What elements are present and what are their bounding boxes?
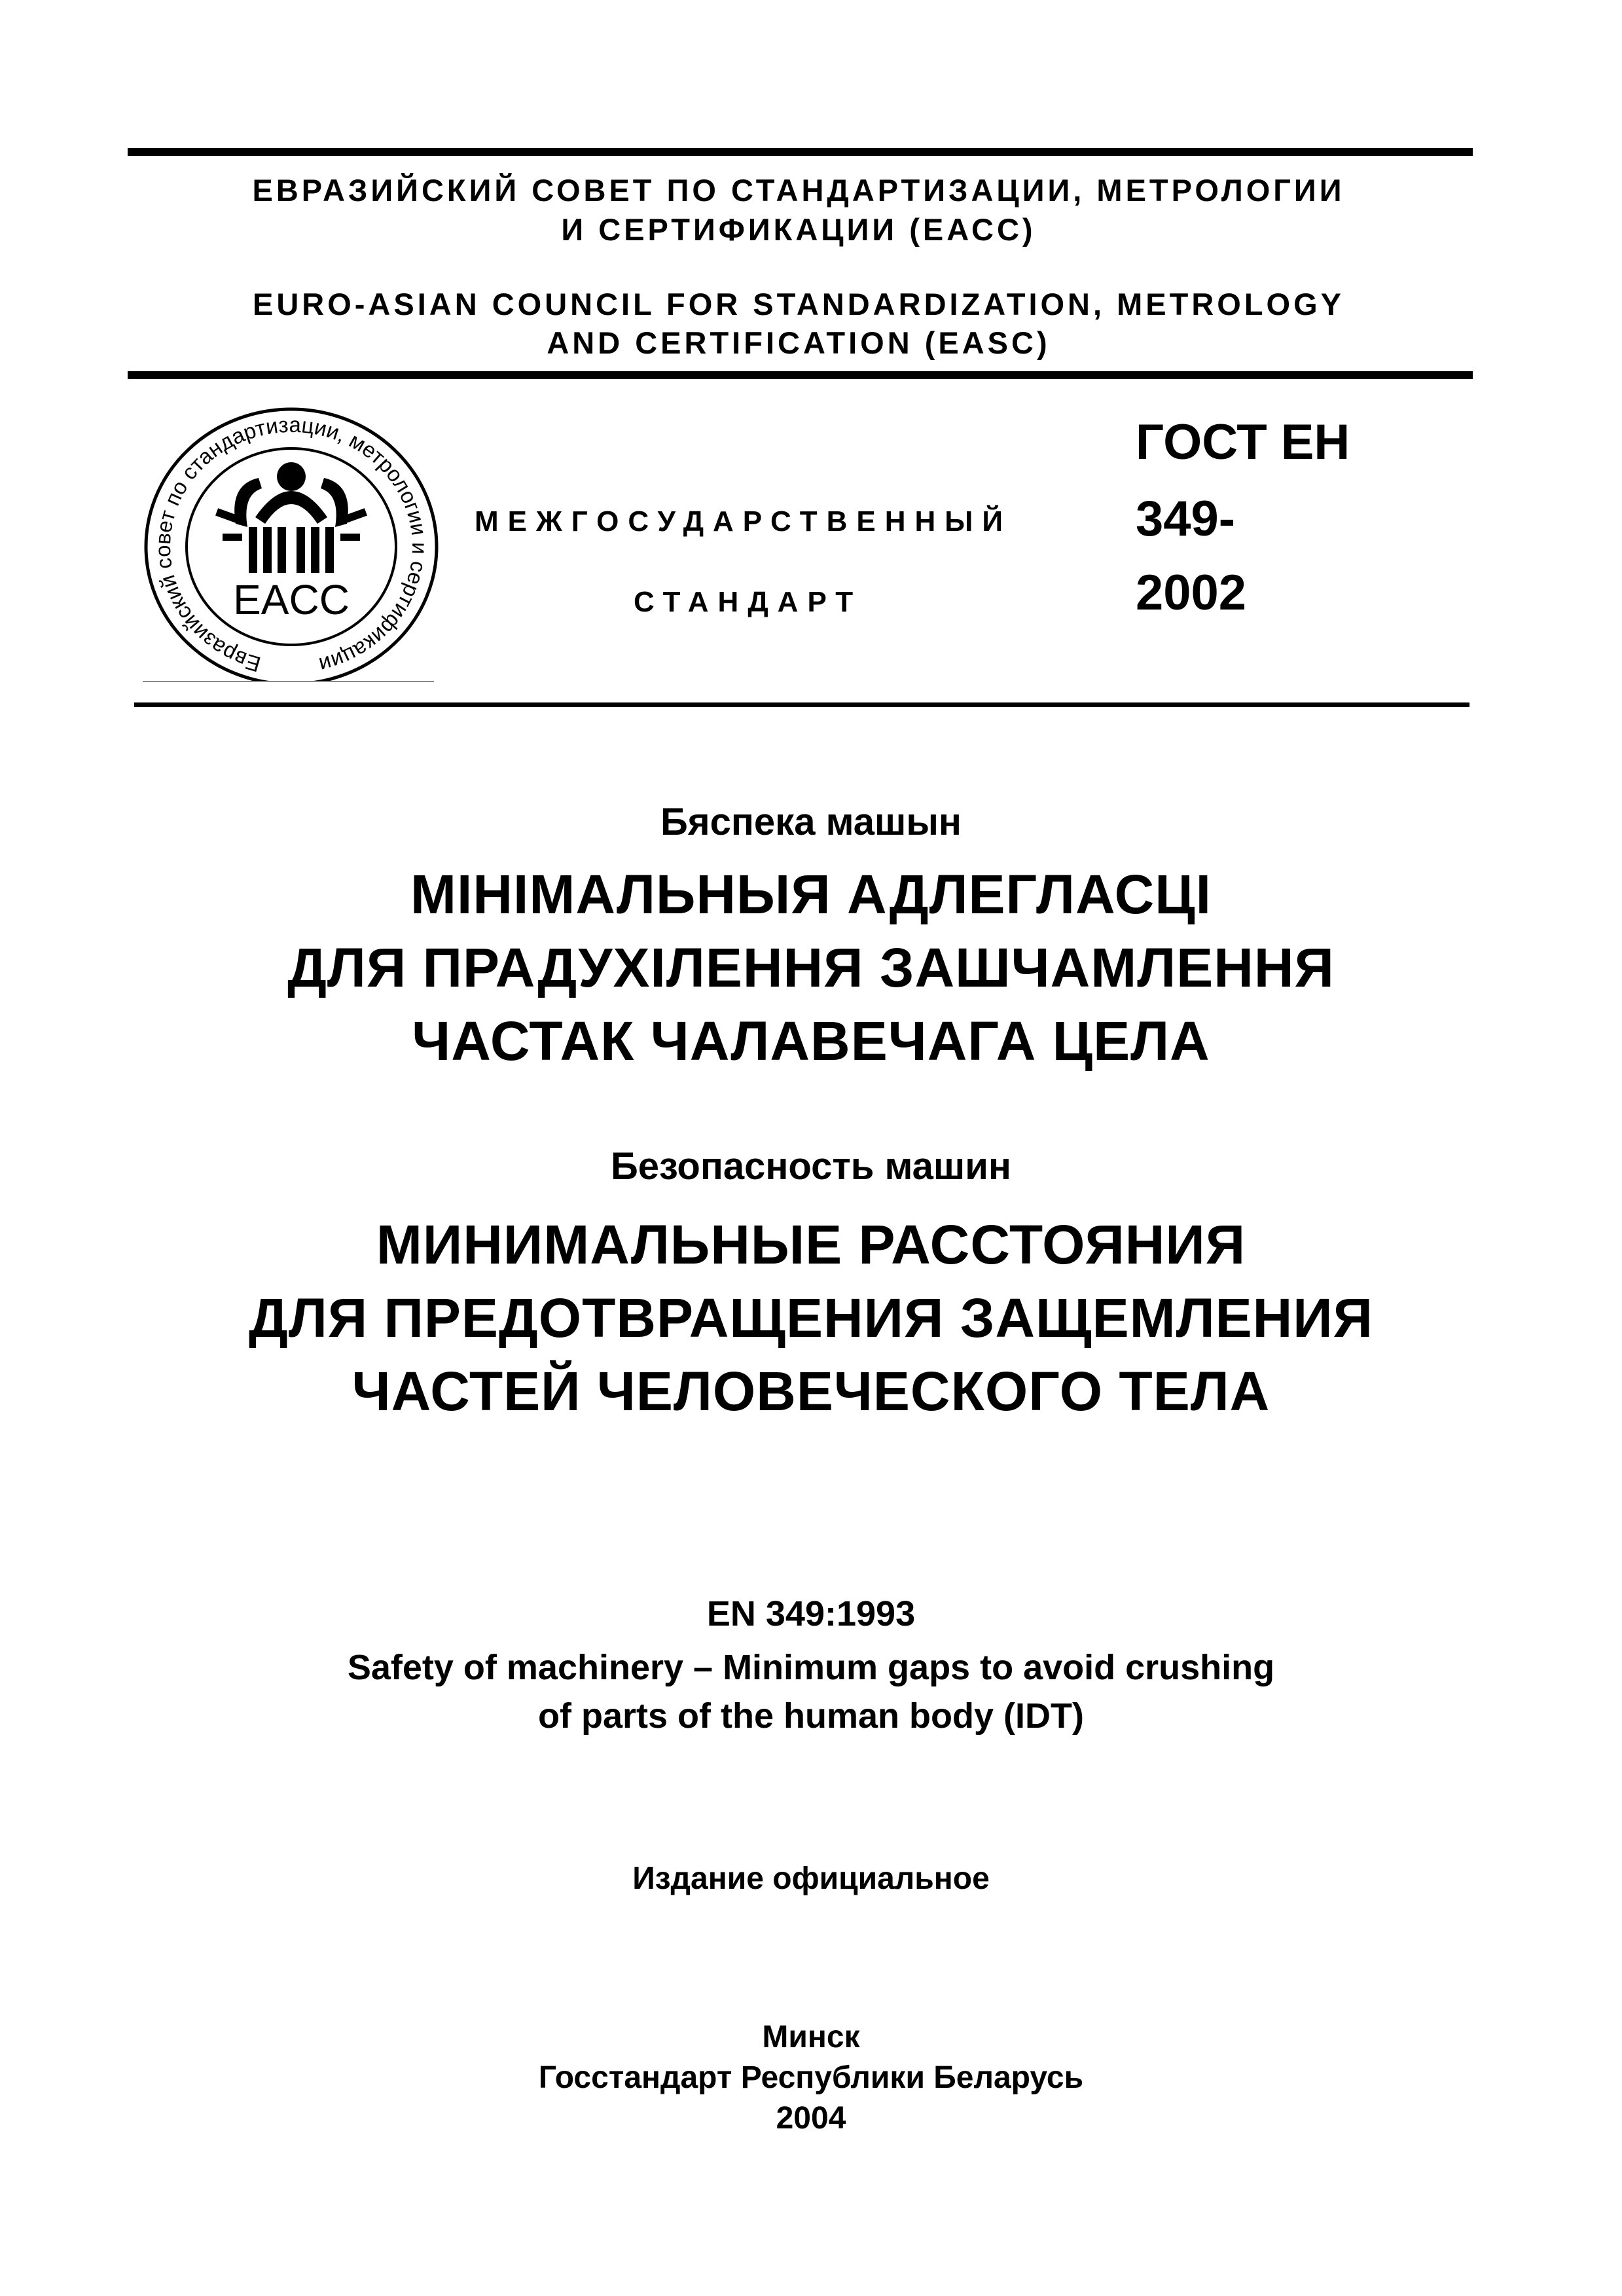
title-by-subtitle: Бяспека машын (660, 801, 962, 843)
imprint-publisher: Госстандарт Республики Беларусь (538, 2060, 1084, 2095)
seal-abbreviation: EACC (233, 576, 350, 623)
title-by-line1: МІНІМАЛЬНЫЯ АДЛЕГЛАСЦІ (410, 864, 1212, 925)
title-ru-line3: ЧАСТЕЙ ЧЕЛОВЕЧЕСКОГО ТЕЛА (351, 1360, 1271, 1422)
gost-number-line3: 2002 (1136, 565, 1247, 621)
imprint-city: Минск (762, 2020, 860, 2054)
en-reference-title-line2: of parts of the human body (IDT) (538, 1696, 1084, 1736)
title-ru-line2: ДЛЯ ПРЕДОТВРАЩЕНИЯ ЗАЩЕМЛЕНИЯ (248, 1287, 1374, 1349)
gost-number-line2: 349- (1136, 491, 1236, 547)
en-reference-title-line1: Safety of machinery – Minimum gaps to avoid crushing (347, 1648, 1275, 1687)
en-reference-code: EN 349:1993 (706, 1594, 916, 1633)
header-rule (128, 371, 1473, 379)
designation-rule (134, 702, 1469, 707)
imprint-year: 2004 (776, 2101, 846, 2136)
seal-ring-text: Евразийский совет по стандартизации, метрологии и сертификации (150, 412, 433, 678)
seal-underline (143, 681, 434, 682)
title-by-line3: ЧАСТАК ЧАЛАВЕЧАГА ЦЕЛА (412, 1010, 1210, 1072)
standard-type-line2: СТАНДАРТ (634, 586, 863, 618)
title-ru-subtitle: Безопасность машин (611, 1145, 1011, 1188)
council-name-en-line1: EURO-ASIAN COUNCIL FOR STANDARDIZATION, METROLOGY (252, 287, 1344, 321)
title-by-line2: ДЛЯ ПРАДУХІЛЕННЯ ЗАШЧАМЛЕННЯ (287, 937, 1335, 998)
gost-number-line1: ГОСТ ЕН (1136, 414, 1350, 470)
svg-text:Евразийский совет по стандарти (151, 412, 432, 678)
edition-label: Издание официальное (632, 1861, 990, 1896)
eacc-seal-logo (137, 393, 445, 681)
council-name-en-line2: AND CERTIFICATION (EASC) (547, 325, 1051, 360)
top-rule (128, 148, 1473, 156)
council-name-ru-line1: ЕВРАЗИЙСКИЙ СОВЕТ ПО СТАНДАРТИЗАЦИИ, МЕТРОЛОГИИ (252, 173, 1345, 208)
standard-type-line1: МЕЖГОСУДАРСТВЕННЫЙ (475, 505, 1012, 538)
title-ru-line1: МИНИМАЛЬНЫЕ РАССТОЯНИЯ (376, 1214, 1246, 1275)
council-name-ru-line2: И СЕРТИФИКАЦИИ (ЕАСС) (561, 212, 1036, 247)
